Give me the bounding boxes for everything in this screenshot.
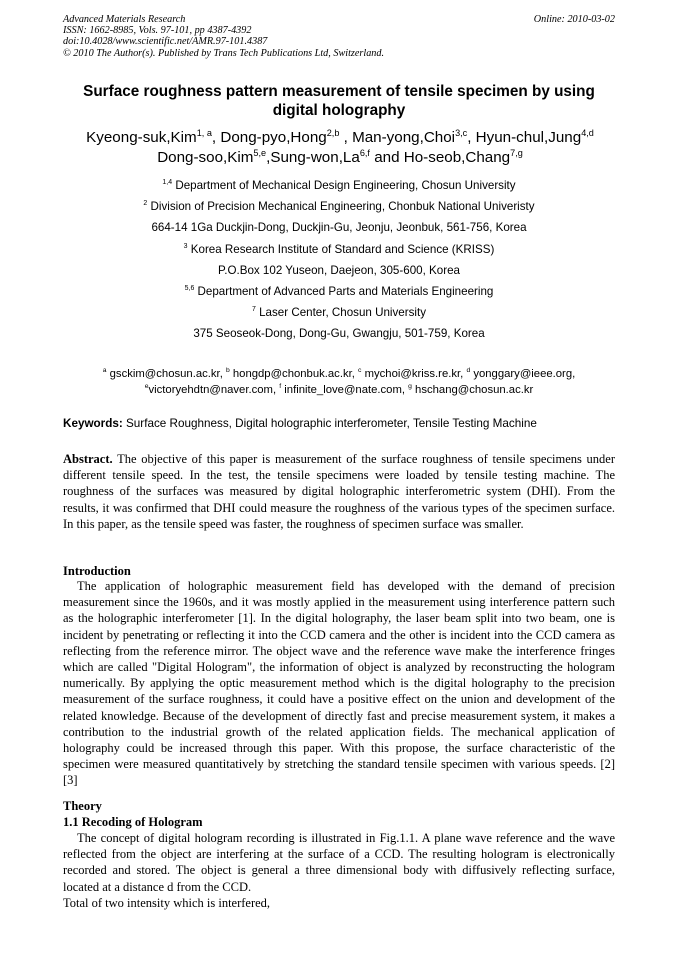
email-address: mychoi@kriss.re.kr, [361,368,467,380]
theory-paragraph-2: Total of two intensity which is interfered, [63,896,271,910]
keywords [63,416,623,432]
email-address: yonggary@ieee.org, [470,368,576,380]
author-sup: 3,c [455,127,468,138]
email-address: hongdp@chonbuk.ac.kr, [229,368,359,380]
author-name: and Ho-seob,Chang [369,149,511,166]
affiliation-line [63,281,615,302]
keywords-text: Surface Roughness, Digital holographic interferometer, Tensile Testing Machine [122,417,537,430]
abstract-label: Abstract. [63,452,113,466]
email-address: victoryehdtn@naver.com, [148,384,280,396]
affiliation-line [63,175,615,196]
affiliation-line [63,323,615,344]
email-sup: a [102,367,107,375]
affiliation-text: Laser Center, Chosun University [255,306,426,320]
author-name: Kyeong-suk,Kim [86,129,197,146]
affiliation-text: Department of Advanced Parts and Materials Engineering [194,285,494,299]
abstract [63,451,615,532]
email-address: gsckim@chosun.ac.kr, [106,368,226,380]
affiliation-text: Korea Research Institute of Standard and Science (KRISS) [187,242,495,256]
author-sup: 4,d [581,127,594,138]
email-sup: g [408,383,412,391]
author-name: ,Sung-won,La [266,149,360,166]
paper-title [63,82,615,120]
author-name: Dong-soo,Kim [157,149,254,166]
introduction-heading: Introduction [63,564,131,578]
journal-name: Advanced Materials Research [63,14,186,25]
author-sup: 5,e [253,147,267,158]
affiliation-text: 375 Seoseok-Dong, Dong-Gu, Gwangju, 501-759, Korea [193,327,485,341]
author-sup: 1, a [196,127,212,138]
theory-subheading: 1.1 Recoding of Hologram [63,815,203,829]
issn-line: ISSN: 1662-8985, Vols. 97-101, pp 4387-4392 [63,25,252,37]
affiliation-line [63,302,615,323]
author-list [52,128,628,168]
introduction-paragraph: The application of holographic measurement field has developed with the demand of precision measurement since the 1960s, and it was mostly applied in the measurement using interference pattern such as the holographic interferometer [1]. In the digital holography, the laser beam split into two beam, one is incident by penetrating or reflecting it into the CCD camera and the other is incident into the CCD camera as reflecting from the reference mirror. The object wave and the reference wave make the interference fringes which are called "Digital Hologram", the information of object is analyzed by reconstructing the hologram numerically. By applying the optic measurement method which is the digital holography to the precision measurement of the surface roughness, it could have a positive effect on the union and development of the related knowledge. Because of the development of directly fast and precise measurement system, it makes a contribution to the industrial growth of the related application fields. The mechanical application of holography could be increased through this paper. With this propose, the surface characteristic of the specimen were measured quantitatively by stretching the standard tensile specimen with various speeds. [2][3] [63,579,615,788]
author-name: , Man-yong,Choi [339,129,456,146]
author-name: , Dong-pyo,Hong [211,129,327,146]
affiliation-sup: 5,6 [184,285,195,293]
affiliation-text: P.O.Box 102 Yuseon, Daejeon, 305-600, Korea [218,263,460,277]
affiliation-sup: 7 [252,306,256,314]
email-sup: d [466,367,471,375]
author-line-1 [52,128,628,148]
affiliation-list [63,175,615,345]
email-address: infinite_love@nate.com, [281,384,409,396]
affiliation-sup: 1,4 [162,179,173,187]
abstract-text: The objective of this paper is measurement of the surface roughness of tensile specimens under different tensile speed. In the test, the tensile specimens were loaded by tensile testing machine. The roughness of the surfaces was measured by digital holographic interferometric system (DHI). From the results, it was confirmed that DHI could measure the roughness of the various types of the specimen surface. In this paper, as the tensile speed was faster, the roughness of specimen surface was smaller. [63,452,615,531]
affiliation-line [63,196,615,217]
email-sup: e [144,383,149,391]
email-address: hschang@chosun.ac.kr [411,384,534,396]
affiliation-sup: 3 [183,242,188,250]
email-sup: f [279,383,282,391]
title-line-2: digital holography [272,102,406,119]
email-line-2 [63,382,615,398]
author-sup: 6,f [359,147,370,158]
doi-line: doi:10.4028/www.scientific.net/AMR.97-101.4387 [63,36,268,48]
email-sup: b [225,367,230,375]
email-sup: c [358,367,362,375]
affiliation-line [63,217,615,238]
title-line-1: Surface roughness pattern measurement of tensile specimen by using [83,83,595,100]
affiliation-text: Department of Mechanical Design Engineering, Chosun University [172,179,516,192]
affiliation-line [63,239,615,260]
email-list [63,366,615,398]
keywords-label: Keywords: [63,417,123,430]
author-name: , Hyun-chul,Jung [467,129,582,146]
author-sup: 2,b [326,127,340,138]
affiliation-text: Division of Precision Mechanical Engineering, Chonbuk National Univeristy [147,200,535,214]
email-line-1 [63,366,615,382]
copyright-line: © 2010 The Author(s). Published by Trans Tech Publications Ltd, Switzerland. [63,47,385,59]
online-date: Online: 2010-03-02 [533,14,615,25]
theory-heading: Theory [63,799,102,813]
author-sup: 7,g [510,147,523,158]
journal-header [63,14,615,59]
author-line-2 [52,148,628,168]
theory-paragraph: The concept of digital hologram recording is illustrated in Fig.1.1. A plane wave reference and the wave reflected from the object are interfering at the surface of a CCD. The resulting hologram is electronically recorded and stored. The object is general a three dimensional body with diffusively reflecting surface, located at a distance d from the CCD. [63,831,615,894]
affiliation-sup: 2 [143,200,148,208]
affiliation-text: 664-14 1Ga Duckjin-Dong, Duckjin-Gu, Jeonju, Jeonbuk, 561-756, Korea [151,221,527,235]
affiliation-line [63,260,615,281]
